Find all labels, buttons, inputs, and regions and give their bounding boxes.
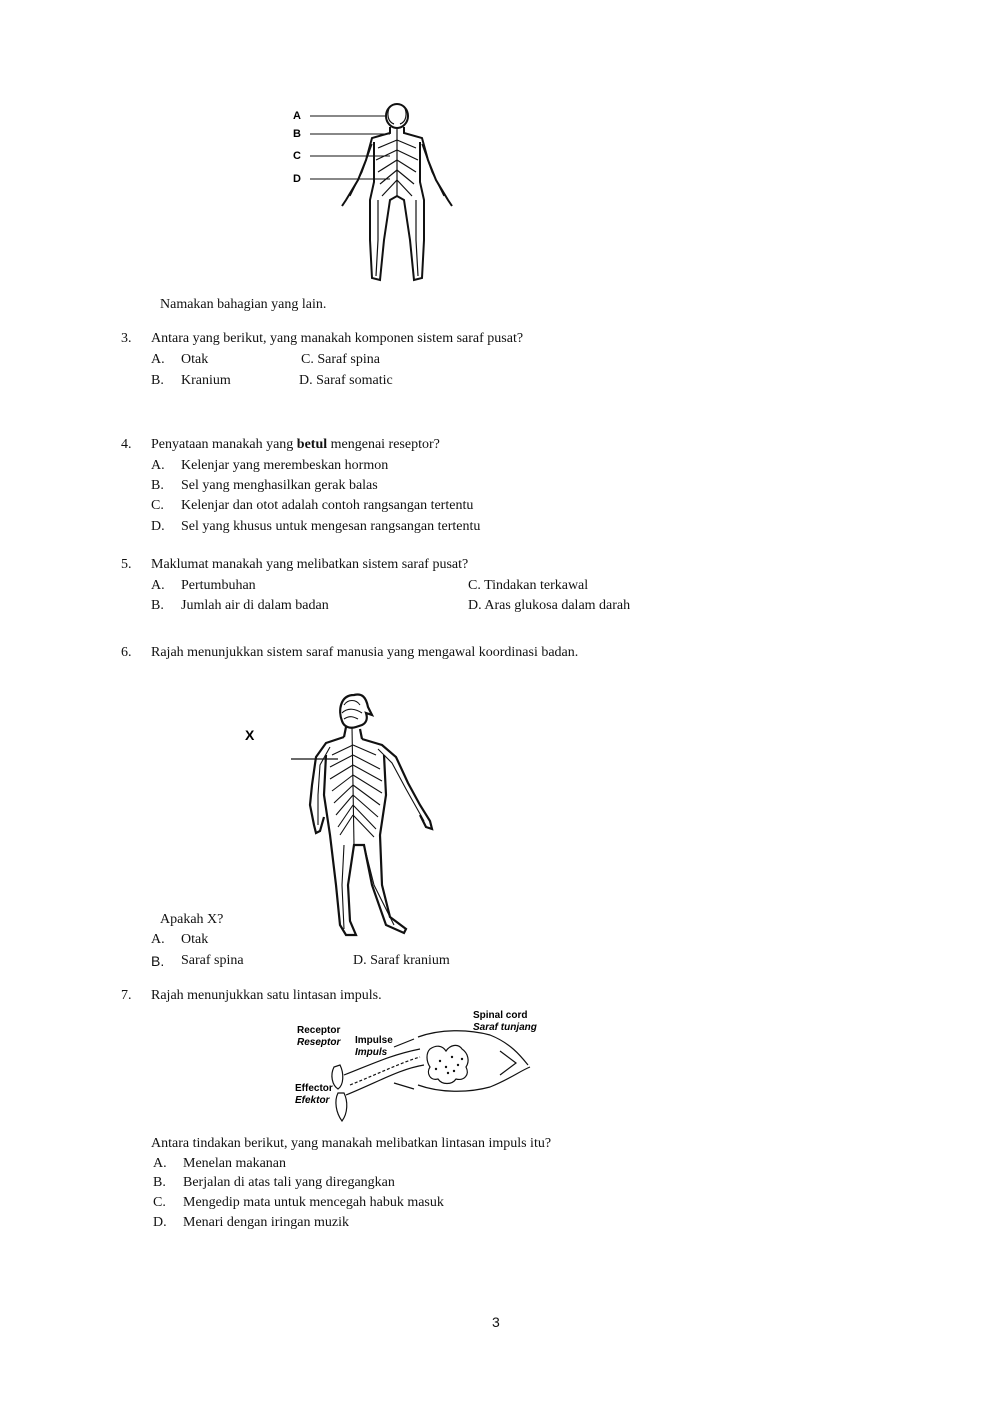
q4-number: 4. (121, 437, 132, 452)
q6-prompt: Apakah X? (160, 912, 224, 927)
option-text: Otak (181, 352, 209, 367)
option-text: Berjalan di atas tali yang diregangkan (183, 1175, 395, 1190)
option-text: Kelenjar yang merembeskan hormon (181, 458, 389, 473)
option-text: Mengedip mata untuk mencegah habuk masuk (183, 1195, 444, 1210)
label-d: D (293, 173, 301, 185)
q4-question-after: mengenai reseptor? (327, 437, 440, 452)
option-letter: B. (153, 1175, 166, 1190)
q7-question: Rajah menunjukkan satu lintasan impuls. (151, 988, 382, 1003)
q3-option-d[interactable] (299, 373, 393, 389)
option-text: Otak (181, 932, 209, 947)
option-letter: D. (468, 598, 482, 613)
label-b: B (293, 128, 301, 140)
option-text: Menelan makanan (183, 1156, 287, 1171)
q4-option-d[interactable] (151, 519, 481, 535)
q7-option-c[interactable] (153, 1195, 444, 1211)
option-letter: D. (153, 1215, 167, 1230)
option-letter: D. (299, 373, 313, 388)
figure-impulse-pathway (290, 1005, 540, 1125)
figure-label-x: X (245, 727, 255, 743)
option-letter: C. (151, 498, 164, 513)
q6-option-a[interactable] (151, 932, 209, 948)
option-text: Sel yang khusus untuk mengesan rangsangan tertentu (181, 519, 481, 534)
option-text: Pertumbuhan (181, 578, 256, 593)
option-text: Tindakan terkawal (484, 578, 589, 593)
label-reseptor: Reseptor (297, 1037, 341, 1048)
label-spinal-cord: Spinal cord (473, 1010, 528, 1021)
figure-nervous-system-2 (240, 685, 460, 950)
q5-option-d[interactable] (468, 598, 630, 614)
option-letter: A. (151, 578, 165, 593)
q4-question-bold: betul (296, 437, 328, 452)
option-text: Saraf somatic (316, 373, 393, 388)
q6-option-d[interactable]: D. Saraf kranium (353, 953, 450, 968)
option-text: Saraf spina (317, 352, 380, 367)
option-letter: D. (151, 519, 165, 534)
q3-option-c[interactable] (301, 352, 380, 368)
q4-option-b[interactable] (151, 478, 378, 494)
q6-question: Rajah menunjukkan sistem saraf manusia yang mengawal koordinasi badan. (151, 645, 579, 660)
label-efektor: Efektor (295, 1095, 330, 1106)
page-number: 3 (492, 1314, 500, 1330)
q3-option-b[interactable] (151, 373, 231, 389)
q3-number: 3. (121, 331, 132, 346)
q4-question (151, 437, 440, 453)
q4-option-a[interactable] (151, 458, 389, 474)
option-letter: C. (468, 578, 481, 593)
q7-option-b[interactable] (153, 1175, 395, 1191)
label-effector: Effector (295, 1083, 333, 1094)
q7-option-a[interactable] (153, 1156, 287, 1172)
q2-prompt: Namakan bahagian yang lain. (160, 297, 327, 312)
label-saraf-tunjang: Saraf tunjang (473, 1022, 537, 1033)
label-impulse: Impulse (355, 1035, 393, 1046)
label-a: A (293, 110, 301, 122)
figure-nervous-system-1 (286, 100, 456, 285)
q5-number: 5. (121, 557, 132, 572)
label-receptor: Receptor (297, 1025, 341, 1036)
q5-option-b[interactable] (151, 598, 329, 614)
option-letter: A. (151, 352, 165, 367)
option-text: Saraf spina (181, 953, 244, 968)
option-letter: B. (151, 598, 164, 613)
q7-number: 7. (121, 988, 132, 1003)
option-text: Sel yang menghasilkan gerak balas (181, 478, 378, 493)
q7-prompt: Antara tindakan berikut, yang manakah melibatkan lintasan impuls itu? (151, 1136, 552, 1151)
q6-option-b[interactable] (151, 953, 244, 971)
q5-question: Maklumat manakah yang melibatkan sistem saraf pusat? (151, 557, 469, 572)
option-text: Jumlah air di dalam badan (181, 598, 329, 613)
q4-question-before: Penyataan manakah yang (151, 437, 297, 452)
nervous-system-drawing-1 (286, 100, 456, 285)
nervous-system-drawing-2 (240, 685, 460, 950)
option-letter: A. (153, 1156, 167, 1171)
option-letter: B. (151, 373, 164, 388)
option-letter: B. (151, 953, 165, 969)
option-letter: B. (151, 478, 164, 493)
q7-option-d[interactable] (153, 1215, 350, 1231)
q6-number: 6. (121, 645, 132, 660)
option-letter: C. (301, 352, 314, 367)
option-letter: A. (151, 932, 165, 947)
label-impuls: Impuls (355, 1047, 388, 1058)
option-letter: A. (151, 458, 165, 473)
label-c: C (293, 150, 301, 162)
option-letter: C. (153, 1195, 166, 1210)
option-text: Kranium (181, 373, 231, 388)
option-text: Aras glukosa dalam darah (484, 598, 631, 613)
q5-option-c[interactable] (468, 578, 588, 594)
impulse-pathway-drawing (290, 1005, 540, 1125)
q3-question: Antara yang berikut, yang manakah komponen sistem saraf pusat? (151, 331, 524, 346)
q5-option-a[interactable] (151, 578, 256, 594)
option-text: Menari dengan iringan muzik (183, 1215, 350, 1230)
q4-option-c[interactable] (151, 498, 474, 514)
option-text: Kelenjar dan otot adalah contoh rangsangan tertentu (181, 498, 474, 513)
q3-option-a[interactable] (151, 352, 209, 368)
